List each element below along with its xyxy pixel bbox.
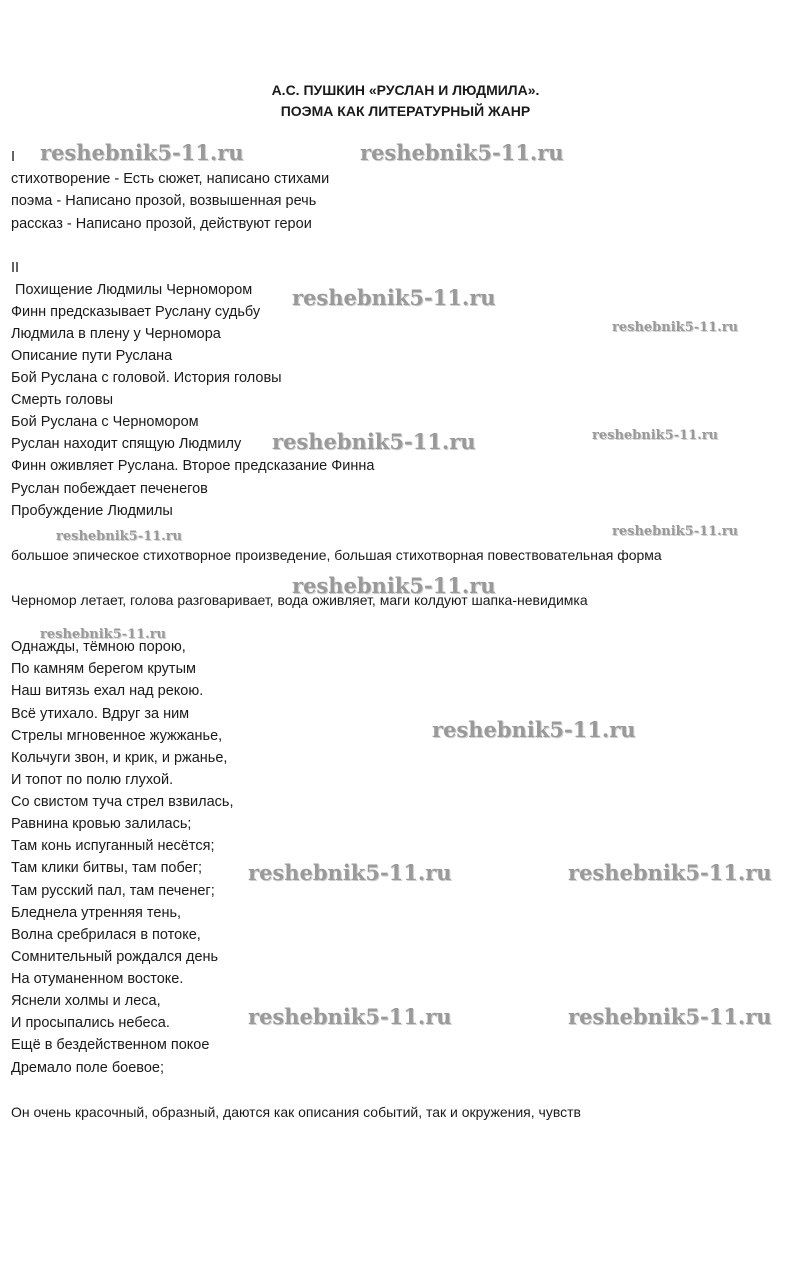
plan-item: Руслан побеждает печенегов xyxy=(11,481,208,497)
plan-item: Бой Руслана с Черномором xyxy=(11,414,199,430)
page-title xyxy=(0,80,811,122)
definition-text: большое эпическое стихотворное произведение, большая стихотворная повествовательная форма xyxy=(11,547,662,563)
poem-line: Кольчуги звон, и крик, и ржанье, xyxy=(11,750,228,766)
watermark: reshebnik5-11.ru xyxy=(432,717,636,742)
poem-line: И топот по полю глухой. xyxy=(11,772,174,788)
watermark: reshebnik5-11.ru xyxy=(248,860,452,885)
watermark: reshebnik5-11.ru xyxy=(40,140,244,165)
poem-line: Дремало поле боевое; xyxy=(11,1060,164,1076)
watermark: reshebnik5-11.ru xyxy=(612,320,739,335)
watermark: reshebnik5-11.ru xyxy=(592,428,719,443)
poem-line: Там русский пал, там печенег; xyxy=(11,883,215,899)
poem-line: Со свистом туча стрел взвилась, xyxy=(11,794,234,810)
poem-line: Сомнительный рождался день xyxy=(11,949,219,965)
plan-item: Описание пути Руслана xyxy=(11,348,173,364)
plan-item: Пробуждение Людмилы xyxy=(11,503,173,519)
watermark: reshebnik5-11.ru xyxy=(612,524,739,539)
poem-line: Однажды, тёмною порою, xyxy=(11,639,186,655)
poem-line: Всё утихало. Вдруг за ним xyxy=(11,706,190,722)
watermark: reshebnik5-11.ru xyxy=(40,627,167,642)
poem-line: Яснели холмы и леса, xyxy=(11,993,161,1009)
watermark: reshebnik5-11.ru xyxy=(56,529,183,544)
magic-text: Черномор летает, голова разговаривает, вода оживляет, маги колдуют шапка-невидимка xyxy=(11,592,588,608)
conclusion-text: Он очень красочный, образный, даются как описания событий, так и окружения, чувств xyxy=(11,1104,581,1120)
title-line-1: А.С. ПУШКИН «РУСЛАН И ЛЮДМИЛА». xyxy=(271,82,540,98)
title-line-2: ПОЭМА КАК ЛИТЕРАТУРНЫЙ ЖАНР xyxy=(280,103,531,119)
plan-item: Смерть головы xyxy=(11,392,114,408)
watermark: reshebnik5-11.ru xyxy=(292,285,496,310)
poem-line: Там конь испуганный несётся; xyxy=(11,838,215,854)
plan-item: Финн оживляет Руслана. Второе предсказание Финна xyxy=(11,458,375,474)
watermark: reshebnik5-11.ru xyxy=(292,573,496,598)
plan-item: Руслан находит спящую Людмилу xyxy=(11,436,242,452)
poem-line: По камням берегом крутым xyxy=(11,661,196,677)
plan-item: Похищение Людмилы Черномором xyxy=(11,282,253,298)
poem-line: Там клики битвы, там побег; xyxy=(11,860,203,876)
watermark: reshebnik5-11.ru xyxy=(248,1004,452,1029)
plan-item: Бой Руслана с головой. История головы xyxy=(11,370,282,386)
poem-line: Наш витязь ехал над рекою. xyxy=(11,683,204,699)
poem-line: Ещё в бездейственном покое xyxy=(11,1037,210,1053)
poem-line: На отуманенном востоке. xyxy=(11,971,184,987)
section-1-line: рассказ - Написано прозой, действуют герои xyxy=(11,216,312,232)
section-1-line: поэма - Написано прозой, возвышенная речь xyxy=(11,193,317,209)
plan-item: Людмила в плену у Черномора xyxy=(11,326,221,342)
poem-line: Стрелы мгновенное жужжанье, xyxy=(11,728,223,744)
watermark: reshebnik5-11.ru xyxy=(272,429,476,454)
poem-line: И просыпались небеса. xyxy=(11,1015,170,1031)
poem-line: Волна сребрилася в потоке, xyxy=(11,927,201,943)
plan-item: Финн предсказывает Руслану судьбу xyxy=(11,304,261,320)
poem-line: Бледнела утренняя тень, xyxy=(11,905,182,921)
section-1-marker: I xyxy=(11,149,16,165)
poem-line: Равнина кровью залилась; xyxy=(11,816,192,832)
section-1-line: стихотворение - Есть сюжет, написано стихами xyxy=(11,171,330,187)
watermark: reshebnik5-11.ru xyxy=(568,860,772,885)
watermark: reshebnik5-11.ru xyxy=(568,1004,772,1029)
watermark: reshebnik5-11.ru xyxy=(360,140,564,165)
section-2-marker: II xyxy=(11,260,20,276)
